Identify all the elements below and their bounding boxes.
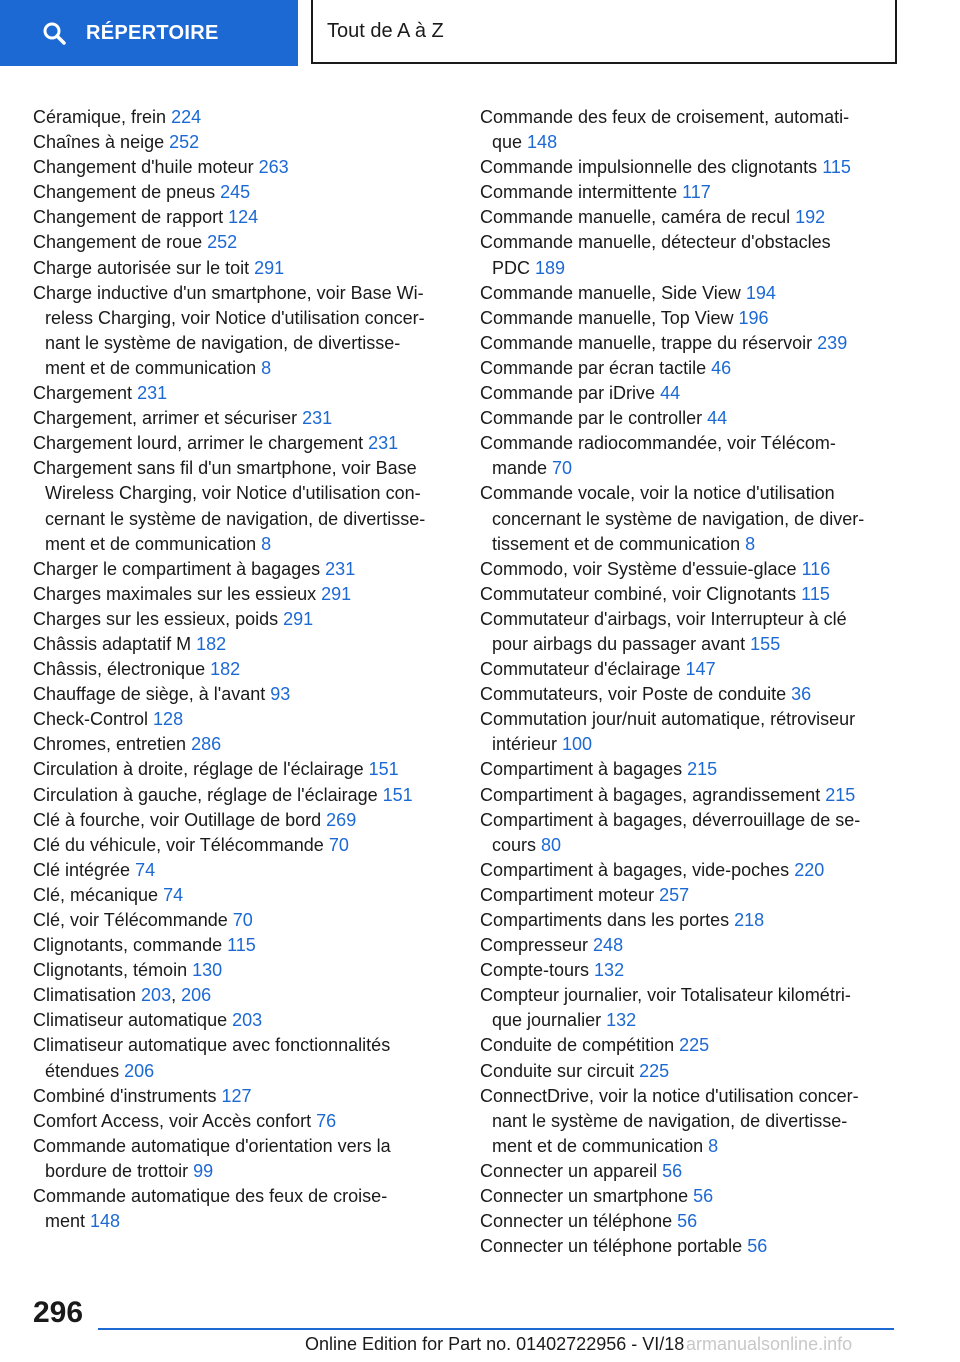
page-link[interactable]: 239 [817,332,848,353]
index-entry [480,582,890,607]
index-entry [33,1033,453,1083]
index-entry-text: Compartiment moteur [480,884,660,905]
page-link[interactable]: 224 [171,107,202,127]
index-entry-text: Clé du véhicule, voir Télécommande [33,834,329,855]
page-link[interactable]: 194 [745,282,776,303]
page-link[interactable]: 36 [791,684,812,705]
index-entry [480,230,890,280]
page-link[interactable]: 257 [659,884,690,905]
index-entry [480,306,890,331]
index-entry [33,958,453,983]
index-entry [33,632,453,657]
index-entry [480,381,890,406]
index-entry-text: Commande manuelle, Top View [480,307,739,328]
page-link[interactable]: 245 [220,182,251,203]
index-entry-text: Commande intermittente [480,182,683,203]
index-entry-text: Climatiseur automatique [33,1010,233,1031]
index-tab-label: RÉPERTOIRE [86,21,219,44]
page-link[interactable]: 231 [325,558,356,579]
page-link[interactable]: 269 [326,809,357,830]
index-entry-text: Compteur journalier, voir Totalisateur kilométri- que journalier [480,985,851,1031]
index-entry [480,933,890,958]
index-entry [33,180,453,205]
page-link[interactable]: 286 [191,734,222,755]
index-entry [480,281,890,306]
index-entry [480,155,890,180]
page-link[interactable]: 44 [660,383,681,404]
index-entry-text: Commande manuelle, Side View [480,282,746,303]
index-column-left [33,105,453,1234]
page-link[interactable]: 155 [750,633,781,654]
index-entry [480,983,890,1033]
index-entry-text: Charges maximales sur les essieux [33,583,322,604]
index-entry-text: Châssis adaptatif M [33,633,197,654]
index-entry-text: Commande radiocommandée, voir Télécom- mande [480,433,836,479]
index-entry [480,783,890,808]
index-entry [480,607,890,657]
index-entry-text: Connecter un smartphone [480,1186,694,1207]
index-entry [480,808,890,858]
index-entry-text: Commande des feux de croisement, automati- que [480,107,850,153]
page-link[interactable]: 220 [794,859,825,880]
page-link[interactable]: 132 [606,1010,637,1031]
index-entry [480,1209,890,1234]
index-entry [480,682,890,707]
index-entry [33,1084,453,1109]
index-entry-text: Commande impulsionnelle des clignotants [480,157,823,178]
index-entry [480,105,890,155]
index-entry [480,1184,890,1209]
page-link[interactable]: 44 [707,408,728,429]
page-link[interactable]: 206 [181,985,212,1006]
index-entry [33,858,453,883]
index-entry [480,1159,890,1184]
index-entry [480,1234,890,1259]
index-entry: Climatisation 203, 206 [33,985,212,1006]
page-link[interactable]: 231 [302,408,333,429]
index-entry [33,557,453,582]
page-link[interactable]: 291 [254,257,285,278]
index-entry-text: Connecter un appareil [480,1160,663,1181]
index-entry [480,958,890,983]
index-entry [480,557,890,582]
page-link[interactable]: 148 [527,132,558,153]
index-entry-text: Comfort Access, voir Accès confort [33,1110,317,1131]
index-entry-text: Compartiment à bagages [480,759,688,780]
page-link[interactable]: 127 [221,1085,252,1106]
index-entry [33,707,453,732]
index-entry [480,908,890,933]
index-entry-text: Combiné d'instruments [33,1085,222,1106]
index-entry [33,431,453,456]
index-entry-text: Charger le compartiment à bagages [33,558,326,579]
page-link[interactable]: 196 [738,307,769,328]
index-entry [480,657,890,682]
index-entry-text: Compresseur [480,935,594,956]
index-entry [480,406,890,431]
index-entry-text: Compartiments dans les portes [480,910,735,930]
page-link[interactable]: 218 [734,910,765,930]
page-link[interactable]: 100 [562,734,593,755]
index-column-right [480,105,890,1259]
page-link[interactable]: 231 [368,433,399,454]
page-link[interactable]: 116 [801,558,831,579]
index-entry-text: Climatisation [33,985,142,1006]
page-link[interactable]: 8 [708,1135,719,1156]
index-entry-text: Commande manuelle, trappe du réservoir [480,332,818,353]
index-entry-text: Changement de rapport [33,207,229,228]
index-entry-text: Commutateurs, voir Poste de conduite [480,684,792,705]
index-entry-text: ConnectDrive, voir la notice d'utilisation concer- nant le système de navigation, de divertisse- ment et de communication [480,1085,859,1156]
page-link[interactable]: 252 [169,132,200,153]
index-entry-text: Chromes, entretien [33,734,192,755]
page-link[interactable]: 56 [662,1160,683,1181]
page-link[interactable]: 76 [316,1110,337,1131]
page-link[interactable]: 231 [137,383,168,404]
index-entry-text: Compte-tours [480,960,595,981]
index-entry [480,883,890,908]
index-entry-text: Commutateur d'airbags, voir Interrupteur à clé pour airbags du passager avant [480,608,847,654]
page-link[interactable]: 56 [677,1211,698,1232]
page-link[interactable]: 74 [163,884,184,905]
page-link[interactable]: 124 [228,207,259,228]
index-entry [33,657,453,682]
index-entry-text: Commodo, voir Système d'essuie-glace [480,558,802,579]
index-entry-text: Compartiment à bagages, agrandissement [480,784,826,805]
page-link[interactable]: 80 [541,834,562,855]
page-link[interactable]: 115 [227,935,256,956]
index-entry-text: Chargement, arrimer et sécuriser [33,408,303,429]
page-link[interactable]: 8 [745,533,756,554]
index-entry [480,1059,890,1084]
index-entry-text: Circulation à droite, réglage de l'éclairage [33,759,369,780]
page-link[interactable]: 117 [682,182,711,203]
index-entry-text: Charge autorisée sur le toit [33,257,255,278]
index-entry-text: Clé à fourche, voir Outillage de bord [33,809,327,830]
index-entry [480,1084,890,1159]
index-entry [33,130,453,155]
index-entry [33,682,453,707]
page-link[interactable]: 46 [711,357,732,378]
index-entry [480,331,890,356]
index-entry-text: Commande automatique d'orientation vers la bordure de trottoir [33,1135,391,1181]
page-link[interactable]: 182 [210,659,241,680]
index-entry-text: Chargement sans fil d'un smartphone, voir Base Wireless Charging, voir Notice d'utilisation con- cernant le système de navigation, de divertisse- ment et de communication [33,458,426,554]
index-entry [33,1008,453,1033]
index-entry-text: Commande par iDrive [480,383,661,404]
index-entry-text: Chauffage de siège, à l'avant [33,684,271,705]
page-link[interactable]: 115 [801,583,830,604]
index-entry-text: Conduite sur circuit [480,1060,640,1081]
index-entry-text: Clé intégrée [33,859,136,880]
index-entry-text: Commande vocale, voir la notice d'utilisation concernant le système de navigation, de diver- tissement et de communication [480,483,865,554]
search-icon [42,21,66,45]
index-entry [33,205,453,230]
page-link[interactable]: 206 [124,1060,155,1081]
index-entry-text: Céramique, frein [33,107,172,127]
index-entry-text: Commutateur combiné, voir Clignotants [480,583,802,604]
page-link[interactable]: 99 [193,1160,214,1181]
index-entry [33,607,453,632]
page-link[interactable]: 147 [685,659,716,680]
edition-text: Online Edition for Part no. 01402722956 - VI/18 [305,1334,685,1354]
index-entry-text: Compartiment à bagages, déverrouillage de se- cours [480,809,861,855]
page-link[interactable]: 8 [261,533,272,554]
index-entry-text: Clignotants, commande [33,935,228,956]
index-entry [33,406,453,431]
index-entry-text: Commande par le controller [480,408,708,429]
page-link[interactable]: 74 [135,859,156,880]
a-to-z-tab[interactable] [311,0,897,64]
page-link[interactable]: 263 [258,157,289,178]
page-link[interactable]: 291 [283,608,314,629]
page-link[interactable]: 192 [795,207,826,228]
page-link[interactable]: 132 [594,960,625,981]
index-entry [33,1134,453,1184]
index-entry-text: Clé, mécanique [33,884,164,905]
page-link[interactable]: 151 [382,784,413,805]
index-entry-text: Check-Control [33,709,154,730]
page-link[interactable]: 130 [192,960,223,981]
index-entry [33,908,453,933]
index-entry [33,808,453,833]
index-entry [480,707,890,757]
page-link[interactable]: 70 [552,458,573,479]
index-entry [33,783,453,808]
index-entry [480,757,890,782]
index-entry-text: Commande manuelle, caméra de recul [480,207,796,228]
page-number: 296 [33,1296,84,1329]
index-entry [33,833,453,858]
index-entry-text: Connecter un téléphone portable [480,1236,748,1257]
page-link[interactable]: 215 [687,759,718,780]
page-link[interactable]: 151 [368,759,399,780]
index-entry [33,582,453,607]
index-entry-text: Changement de roue [33,232,208,253]
index-entry-text: Commande manuelle, détecteur d'obstacles PDC [480,232,831,278]
index-entry [33,933,453,958]
page-link[interactable]: 70 [328,834,349,855]
index-entry [33,381,453,406]
index-entry-text: Chaînes à neige [33,132,170,153]
index-entry [480,1033,890,1058]
index-entry-text: Chargement lourd, arrimer le chargement [33,433,369,454]
watermark: armanualsonline.info [686,1334,853,1354]
index-entry-text: Commutation jour/nuit automatique, rétroviseur intérieur [480,709,856,755]
page-link[interactable]: 128 [153,709,184,730]
page-link[interactable]: 252 [207,232,238,253]
page-link[interactable]: 291 [321,583,352,604]
page-link[interactable]: 148 [90,1211,121,1232]
index-entry-text: Charge inductive d'un smartphone, voir Base Wi- reless Charging, voir Notice d'utilisation concer- nant le système de navigation, de divertisse- ment et de communication [33,282,425,378]
index-entry [33,155,453,180]
index-entry-text: Clé, voir Télécommande [33,910,233,930]
index-entry-text: Circulation à gauche, réglage de l'éclairage [33,784,383,805]
page-link[interactable]: 248 [593,935,624,956]
index-entry-text: Connecter un téléphone [480,1211,678,1232]
index-entry [480,431,890,481]
index-entry [33,883,453,908]
page-link[interactable]: 225 [679,1035,710,1056]
index-entry [480,180,890,205]
index-entry-text: Chargement [33,383,138,404]
index-entry [480,205,890,230]
index-entry-text: Clignotants, témoin [33,960,193,981]
index-entry-text: Commande par écran tactile [480,357,712,378]
page-link[interactable]: 189 [535,257,566,278]
page-link[interactable]: 225 [639,1060,670,1081]
page-link[interactable]: 203 [232,1010,263,1031]
index-entry-text: Compartiment à bagages, vide-poches [480,859,795,880]
index-entry-text: Climatiseur automatique avec fonctionnalités étendues [33,1035,391,1081]
page-link[interactable]: 203 [141,985,172,1006]
page-link[interactable]: 182 [196,633,227,654]
index-entry-text: Commande automatique des feux de croise- ment [33,1186,388,1232]
index-entry [480,481,890,556]
index-entry-text: Changement d'huile moteur [33,157,259,178]
index-entry [33,105,453,130]
index-entry [480,356,890,381]
index-entry [33,230,453,255]
page-link[interactable]: 115 [822,157,851,178]
index-entry [33,281,453,381]
index-entry [33,732,453,757]
page-link[interactable]: 93 [270,684,291,705]
index-entry [33,757,453,782]
page-link[interactable]: 56 [693,1186,714,1207]
index-entry-text: Châssis, électronique [33,659,211,680]
page-link[interactable]: 8 [261,357,272,378]
page-link[interactable]: 56 [747,1236,768,1257]
index-tab[interactable] [0,0,298,66]
page-link[interactable]: 70 [232,910,253,930]
index-entry-text: Commutateur d'éclairage [480,659,686,680]
index-entry [480,858,890,883]
header [0,0,960,66]
a-to-z-tab-label: Tout de A à Z [327,19,444,42]
index-entry [33,256,453,281]
page-link[interactable]: 215 [825,784,856,805]
index-entry-text: Changement de pneus [33,182,221,203]
index-entry-text: Charges sur les essieux, poids [33,608,284,629]
index-entry-text: Conduite de compétition [480,1035,680,1056]
index-entry [33,1109,453,1134]
index-entry [33,456,453,556]
footer-divider [98,1328,894,1330]
index-entry [33,1184,453,1234]
